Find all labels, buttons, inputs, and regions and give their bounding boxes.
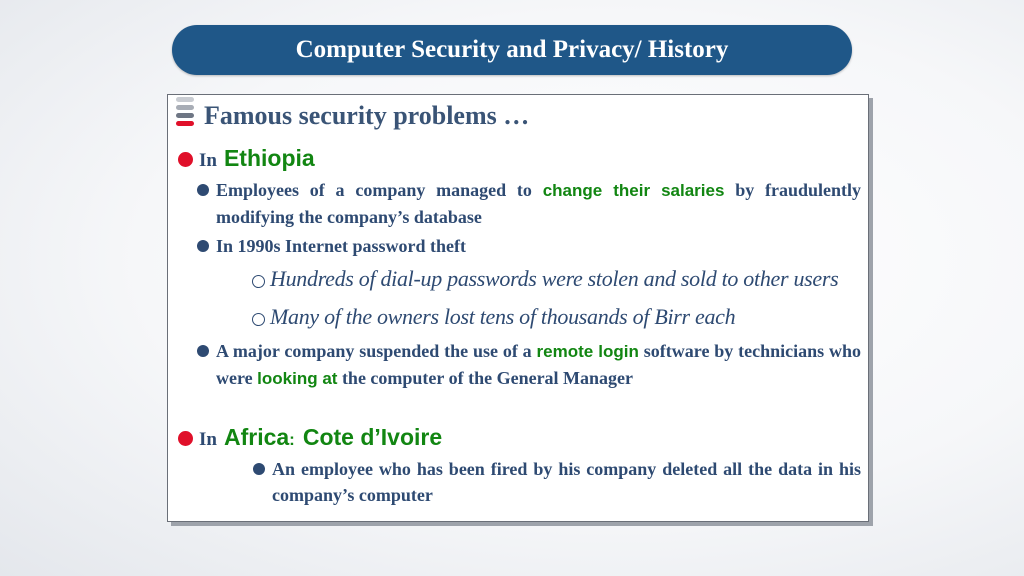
place-name: Africa — [223, 424, 290, 450]
stacked-bars-icon — [176, 97, 196, 131]
bullet-ethiopia — [178, 145, 315, 172]
content-card — [167, 94, 869, 522]
section-prefix: In — [199, 150, 217, 171]
sub-place-name: Cote d’Ivoire — [302, 424, 443, 450]
list-item-salaries: Employees of a company managed to change their salaries by fraudulently modifying the company’s database — [216, 177, 861, 230]
highlight-text: remote login — [536, 342, 639, 361]
place-separator: : — [289, 430, 295, 449]
red-dot-bullet-icon — [178, 152, 193, 167]
blue-dot-bullet-icon — [253, 463, 265, 475]
blue-dot-bullet-icon — [197, 184, 209, 196]
blue-dot-bullet-icon — [197, 345, 209, 357]
red-dot-bullet-icon — [178, 431, 193, 446]
highlight-text: change their salaries — [542, 181, 725, 200]
slide-title-bar — [172, 25, 852, 75]
blue-dot-bullet-icon — [197, 240, 209, 252]
list-item-remote-login: A major company suspended the use of a remote login software by technicians who were looking at the computer of the General Manager — [216, 338, 861, 392]
bullet-africa — [178, 424, 442, 451]
hollow-circle-bullet-icon — [252, 275, 265, 288]
sub-item-owners-lost: Many of the owners lost tens of thousands of Birr each — [252, 304, 735, 330]
list-item-password-theft: In 1990s Internet password theft — [216, 233, 861, 259]
place-name: Ethiopia — [223, 145, 315, 171]
list-item-fired-employee: An employee who has been fired by his company deleted all the data in his company’s computer — [272, 456, 861, 508]
slide-title: Computer Security and Privacy/ History — [295, 36, 729, 63]
hollow-circle-bullet-icon — [252, 313, 265, 326]
section-prefix: In — [199, 429, 217, 450]
highlight-text: looking at — [257, 369, 338, 388]
section-heading: Famous security problems … — [204, 101, 530, 130]
sub-item-passwords-stolen: Hundreds of dial-up passwords were stolen and sold to other users — [252, 266, 838, 292]
